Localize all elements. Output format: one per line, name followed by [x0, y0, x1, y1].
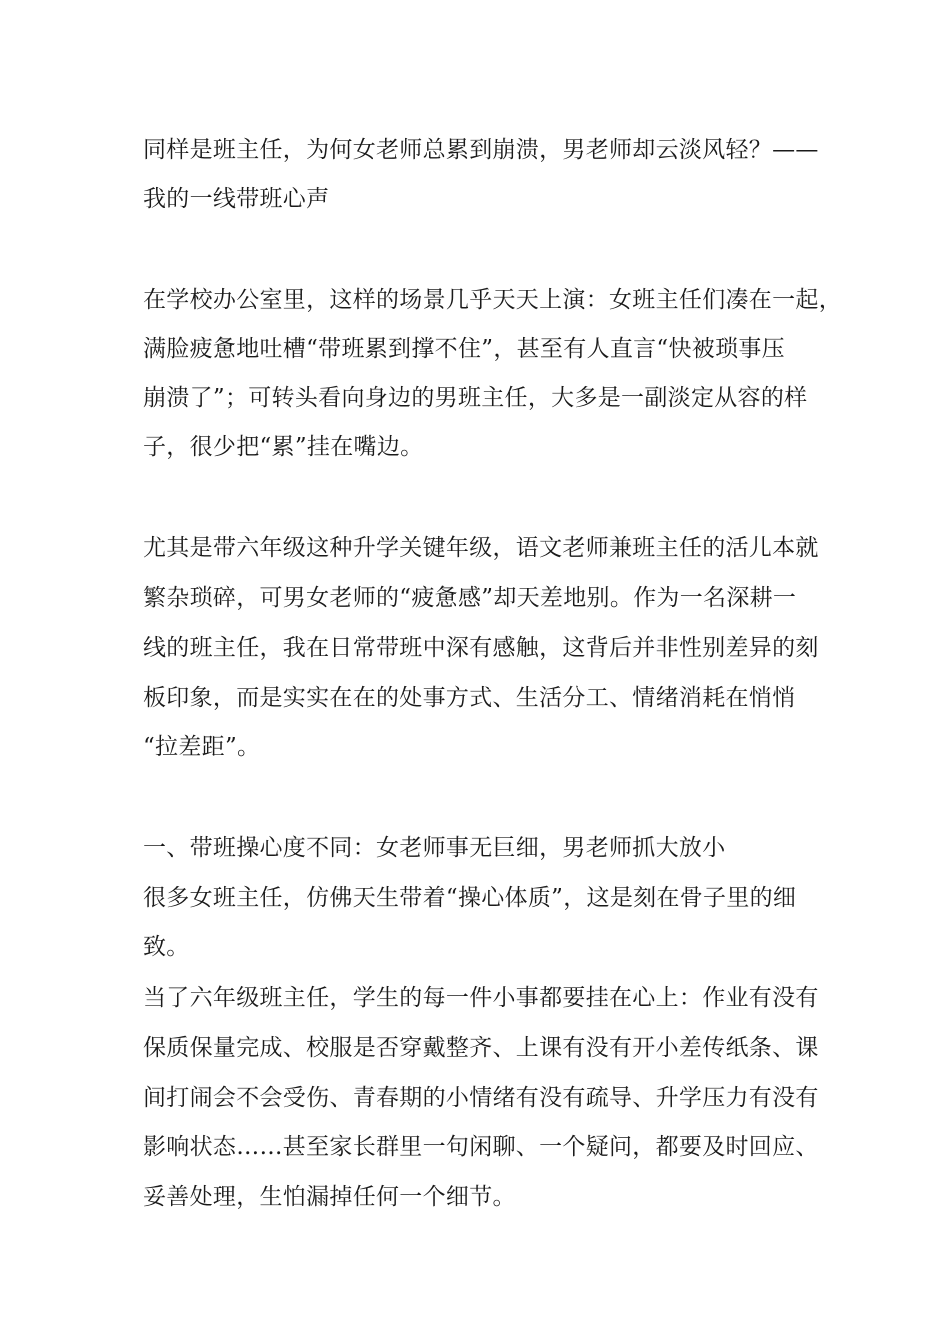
section-1-paragraph-1-line-2: 致。 [143, 934, 190, 960]
section-1-paragraph-1-line-1: 很多女班主任，仿佛天生带着“操心体质”，这是刻在骨子里的细 [143, 885, 797, 911]
paragraph-2-line-2: 繁杂琐碎，可男女老师的“疲惫感”却天差地别。作为一名深耕一 [143, 585, 797, 611]
section-1-paragraph-2-line-3: 间打闹会不会受伤、青春期的小情绪有没有疏导、升学压力有没有 [143, 1085, 819, 1111]
section-1-paragraph-2-line-1: 当了六年级班主任，学生的每一件小事都要挂在心上：作业有没有 [143, 985, 819, 1011]
section-1-heading: 一、带班操心度不同：女老师事无巨细，男老师抓大放小 [143, 835, 726, 861]
paragraph-1-line-4: 子，很少把“累”挂在嘴边。 [143, 434, 424, 460]
paragraph-2-line-3: 线的班主任，我在日常带班中深有感触，这背后并非性别差异的刻 [143, 635, 819, 661]
section-1-paragraph-2-line-4: 影响状态……甚至家长群里一句闲聊、一个疑问，都要及时回应、 [143, 1134, 819, 1160]
paragraph-2-line-1: 尤其是带六年级这种升学关键年级，语文老师兼班主任的活儿本就 [143, 535, 819, 561]
paragraph-1-line-2: 满脸疲惫地吐槽“带班累到撑不住”，甚至有人直言“快被琐事压 [143, 336, 785, 362]
paragraph-2-line-4: 板印象，而是实实在在的处事方式、生活分工、情绪消耗在悄悄 [143, 685, 796, 711]
paragraph-2-line-5: “拉差距”。 [143, 734, 261, 760]
paragraph-1-line-1: 在学校办公室里，这样的场景几乎天天上演：女班主任们凑在一起， [143, 287, 842, 313]
section-1-paragraph-2-line-2: 保质保量完成、校服是否穿戴整齐、上课有没有开小差传纸条、课 [143, 1035, 819, 1061]
section-1-paragraph-2-line-5: 妥善处理，生怕漏掉任何一个细节。 [143, 1184, 516, 1210]
article-title-line-1: 同样是班主任，为何女老师总累到崩溃，男老师却云淡风轻？—— [143, 137, 819, 163]
paragraph-1-line-3: 崩溃了”；可转头看向身边的男班主任，大多是一副淡定从容的样 [143, 385, 808, 411]
article-title-line-2: 我的一线带班心声 [143, 186, 330, 212]
